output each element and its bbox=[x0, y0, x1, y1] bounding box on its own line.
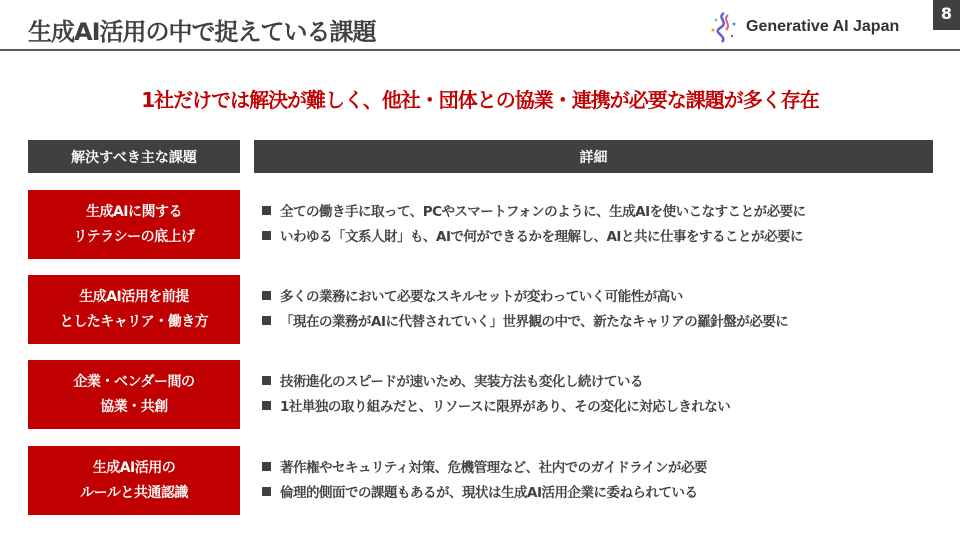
detail-text: 「現在の業務がAIに代替されていく」世界観の中で、新たなキャリアの羅針盤が必要に bbox=[280, 314, 789, 330]
bullet-square-icon bbox=[262, 231, 271, 240]
detail-bullet bbox=[262, 200, 806, 225]
bullet-square-icon bbox=[262, 462, 271, 471]
detail-bullet bbox=[262, 481, 707, 506]
detail-bullet bbox=[262, 370, 730, 395]
bullet-square-icon bbox=[262, 206, 271, 215]
bullet-square-icon bbox=[262, 401, 271, 410]
issue-category-line: としたキャリア・働き方 bbox=[59, 313, 209, 330]
logo-icon bbox=[706, 10, 740, 44]
logo bbox=[706, 10, 899, 44]
bullet-square-icon bbox=[262, 316, 271, 325]
issue-category-line: 協業・共創 bbox=[100, 398, 168, 415]
issue-category bbox=[28, 190, 240, 259]
column-header-details: 詳細 bbox=[254, 140, 933, 173]
issue-category-line: 生成AIに関する bbox=[85, 203, 183, 220]
issue-details bbox=[262, 370, 730, 420]
column-header-issues: 解決すべき主な課題 bbox=[28, 140, 240, 173]
issue-category-line: ルールと共通認識 bbox=[80, 484, 188, 501]
issue-category-line: リテラシーの底上げ bbox=[73, 228, 195, 245]
issue-category bbox=[28, 275, 240, 344]
issue-category bbox=[28, 360, 240, 429]
bullet-square-icon bbox=[262, 376, 271, 385]
page-title: 生成AI活用の中で捉えている課題 bbox=[28, 18, 376, 46]
header-divider bbox=[0, 49, 960, 51]
detail-bullet bbox=[262, 285, 788, 310]
issue-category bbox=[28, 446, 240, 515]
subtitle: 1社だけでは解決が難しく、他社・団体との協業・連携が必要な課題が多く存在 bbox=[141, 88, 819, 112]
issue-category-line: 生成AI活用の bbox=[92, 459, 176, 476]
detail-text: 1社単独の取り組みだと、リソースに限界があり、その変化に対応しきれない bbox=[280, 399, 731, 415]
issue-details bbox=[262, 285, 788, 335]
issue-category-line: 企業・ベンダー間の bbox=[73, 373, 195, 390]
bullet-square-icon bbox=[262, 487, 271, 496]
logo-text: Generative AI Japan bbox=[746, 18, 900, 35]
detail-text: 多くの業務において必要なスキルセットが変わっていく可能性が高い bbox=[280, 289, 683, 305]
issue-details bbox=[262, 456, 707, 506]
detail-text: 全ての働き手に取って、PCやスマートフォンのように、生成AIを使いこなすことが必要に bbox=[280, 204, 806, 220]
detail-bullet bbox=[262, 310, 788, 335]
detail-bullet bbox=[262, 395, 730, 420]
issue-details bbox=[262, 200, 806, 250]
detail-text: 倫理的側面での課題もあるが、現状は生成AI活用企業に委ねられている bbox=[280, 485, 698, 501]
detail-text: 技術進化のスピードが速いため、実装方法も変化し続けている bbox=[280, 374, 643, 390]
bullet-square-icon bbox=[262, 291, 271, 300]
detail-bullet bbox=[262, 456, 707, 481]
detail-text: 著作権やセキュリティ対策、危機管理など、社内でのガイドラインが必要 bbox=[280, 460, 707, 476]
issue-category-line: 生成AI活用を前提 bbox=[79, 288, 189, 305]
detail-bullet bbox=[262, 225, 806, 250]
detail-text: いわゆる「文系人財」も、AIで何ができるかを理解し、AIと共に仕事をすることが必要に bbox=[280, 229, 803, 245]
page-number: 8 bbox=[933, 0, 960, 30]
